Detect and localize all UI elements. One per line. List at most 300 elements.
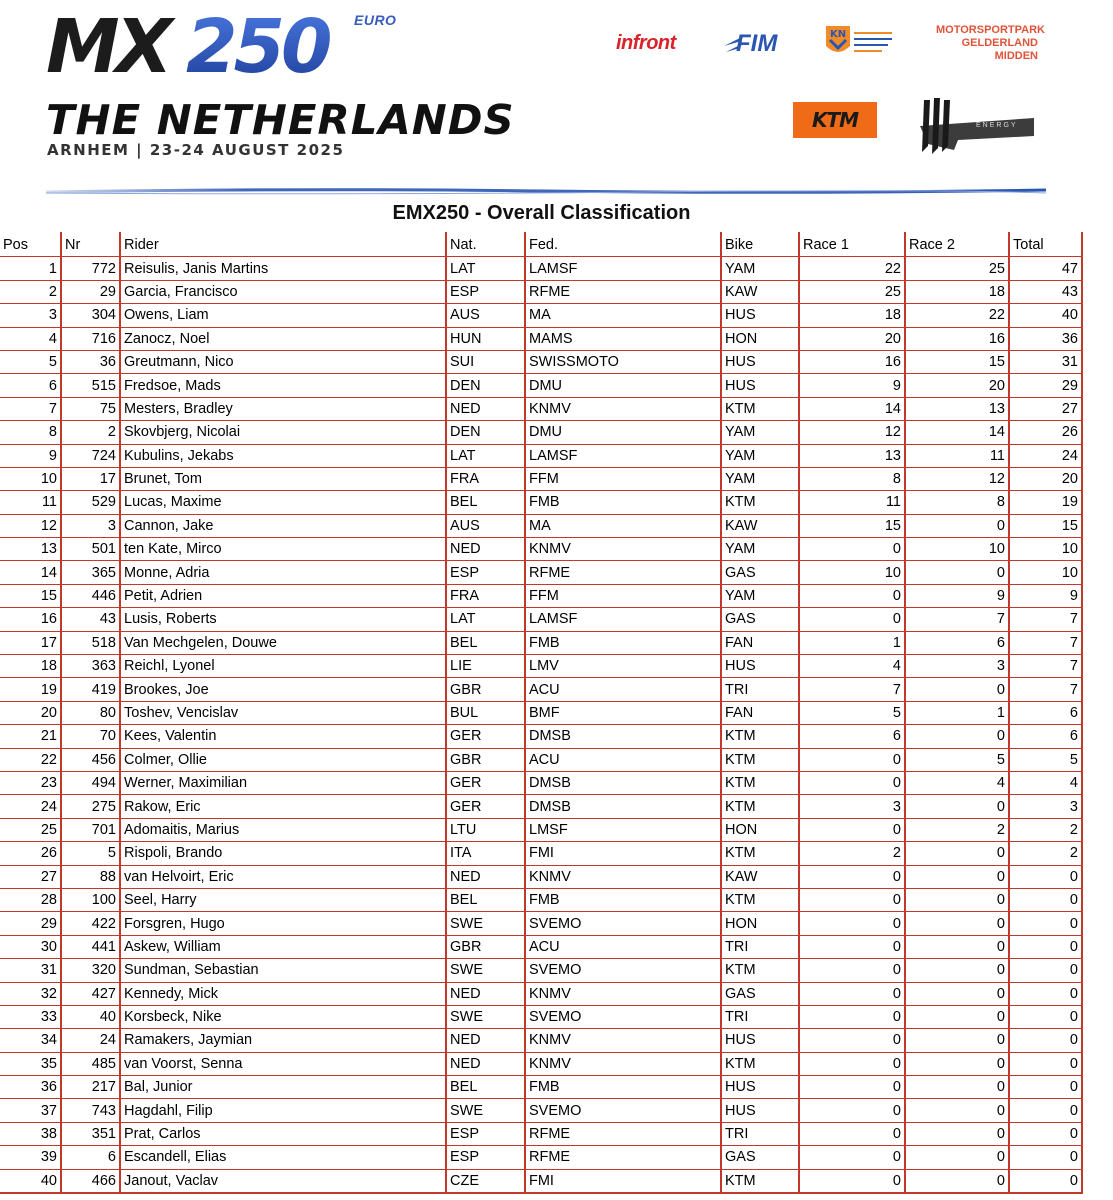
classification-table [0,232,1083,1194]
cell-race2: 25 [905,257,1009,280]
mpg-line-3: MIDDEN [994,50,1038,62]
cell-rider: Werner, Maximilian [120,771,446,794]
cell-nat: NED [446,1052,525,1075]
cell-fed: FMB [525,491,721,514]
cell-nr: 529 [61,491,120,514]
cell-pos: 8 [0,421,61,444]
table-row [0,1099,1082,1122]
fim-text: FIM [736,30,778,57]
cell-nat: FRA [446,584,525,607]
cell-rider: Brunet, Tom [120,467,446,490]
cell-race1: 0 [799,1099,905,1122]
table-row [0,304,1082,327]
cell-fed: FMI [525,842,721,865]
knmv-shield-icon [824,24,896,62]
cell-race2: 0 [905,1052,1009,1075]
cell-race1: 8 [799,467,905,490]
cell-nr: 6 [61,1146,120,1169]
cell-nr: 40 [61,1005,120,1028]
cell-bike: YAM [721,538,799,561]
cell-nr: 100 [61,888,120,911]
cell-fed: SVEMO [525,1005,721,1028]
table-row [0,1146,1082,1169]
cell-race2: 0 [905,1029,1009,1052]
cell-nat: LAT [446,257,525,280]
table-row [0,818,1082,841]
cell-race1: 0 [799,935,905,958]
table-row [0,771,1082,794]
cell-race2: 1 [905,701,1009,724]
knmv-text: KN [830,29,847,40]
cell-nat: SWE [446,912,525,935]
cell-nr: 363 [61,655,120,678]
cell-race2: 0 [905,1076,1009,1099]
cell-total: 5 [1009,748,1082,771]
cell-rider: van Helvoirt, Eric [120,865,446,888]
cell-nr: 427 [61,982,120,1005]
cell-pos: 15 [0,584,61,607]
cell-total: 2 [1009,842,1082,865]
cell-pos: 33 [0,1005,61,1028]
cell-total: 0 [1009,888,1082,911]
cell-total: 15 [1009,514,1082,537]
cell-pos: 39 [0,1146,61,1169]
cell-race2: 2 [905,818,1009,841]
cell-bike: GAS [721,608,799,631]
cell-nat: NED [446,982,525,1005]
cell-rider: Fredsoe, Mads [120,374,446,397]
cell-nr: 29 [61,280,120,303]
mpg-line-2: GELDERLAND [961,37,1038,49]
cell-rider: Lusis, Roberts [120,608,446,631]
cell-total: 36 [1009,327,1082,350]
cell-fed: ACU [525,748,721,771]
table-row [0,982,1082,1005]
cell-rider: Petit, Adrien [120,584,446,607]
cell-nat: DEN [446,421,525,444]
cell-pos: 31 [0,959,61,982]
cell-race1: 0 [799,959,905,982]
cell-race2: 11 [905,444,1009,467]
fim-logo [722,28,782,67]
cell-race2: 10 [905,538,1009,561]
cell-pos: 37 [0,1099,61,1122]
column-header-total: Total [1009,232,1082,257]
cell-bike: HON [721,327,799,350]
cell-bike: KTM [721,1169,799,1193]
cell-nr: 24 [61,1029,120,1052]
cell-rider: Owens, Liam [120,304,446,327]
cell-pos: 11 [0,491,61,514]
cell-rider: Colmer, Ollie [120,748,446,771]
cell-race1: 0 [799,538,905,561]
cell-bike: HUS [721,304,799,327]
cell-pos: 19 [0,678,61,701]
cell-fed: FMB [525,888,721,911]
cell-pos: 24 [0,795,61,818]
table-row [0,514,1082,537]
cell-fed: MA [525,304,721,327]
cell-nr: 501 [61,538,120,561]
cell-race1: 11 [799,491,905,514]
cell-pos: 23 [0,771,61,794]
cell-fed: FFM [525,467,721,490]
cell-nr: 419 [61,678,120,701]
cell-bike: KTM [721,842,799,865]
table-body [0,257,1082,1193]
cell-race1: 0 [799,818,905,841]
cell-nat: ESP [446,280,525,303]
cell-fed: SWISSMOTO [525,350,721,373]
cell-fed: FFM [525,584,721,607]
cell-race2: 0 [905,1099,1009,1122]
cell-nat: BUL [446,701,525,724]
cell-race1: 10 [799,561,905,584]
cell-nat: DEN [446,374,525,397]
table-row [0,1005,1082,1028]
cell-total: 9 [1009,584,1082,607]
table-row [0,888,1082,911]
cell-fed: RFME [525,1122,721,1145]
cell-fed: SVEMO [525,912,721,935]
cell-race1: 0 [799,1005,905,1028]
cell-total: 7 [1009,631,1082,654]
cell-nr: 275 [61,795,120,818]
cell-bike: KTM [721,795,799,818]
cell-race1: 15 [799,514,905,537]
cell-total: 0 [1009,1099,1082,1122]
table-row [0,748,1082,771]
cell-race2: 0 [905,1122,1009,1145]
cell-bike: KTM [721,771,799,794]
cell-fed: ACU [525,935,721,958]
cell-race1: 4 [799,655,905,678]
cell-bike: KTM [721,397,799,420]
cell-race2: 0 [905,561,1009,584]
cell-total: 0 [1009,912,1082,935]
cell-rider: Garcia, Francisco [120,280,446,303]
cell-pos: 38 [0,1122,61,1145]
cell-fed: RFME [525,561,721,584]
cell-race2: 0 [905,959,1009,982]
cell-bike: KTM [721,959,799,982]
cell-race2: 0 [905,912,1009,935]
cell-bike: TRI [721,1005,799,1028]
cell-race2: 14 [905,421,1009,444]
cell-rider: Prat, Carlos [120,1122,446,1145]
table-row [0,374,1082,397]
cell-pos: 5 [0,350,61,373]
cell-pos: 28 [0,888,61,911]
cell-pos: 18 [0,655,61,678]
cell-rider: Askew, William [120,935,446,958]
cell-race1: 0 [799,1029,905,1052]
cell-bike: HON [721,818,799,841]
cell-total: 0 [1009,982,1082,1005]
cell-fed: MA [525,514,721,537]
cell-nat: NED [446,538,525,561]
cell-nr: 70 [61,725,120,748]
cell-race1: 3 [799,795,905,818]
cell-bike: GAS [721,561,799,584]
cell-race2: 22 [905,304,1009,327]
cell-rider: Reisulis, Janis Martins [120,257,446,280]
cell-rider: Adomaitis, Marius [120,818,446,841]
cell-fed: DMSB [525,725,721,748]
cell-fed: FMB [525,1076,721,1099]
cell-race1: 20 [799,327,905,350]
cell-total: 20 [1009,467,1082,490]
cell-nr: 3 [61,514,120,537]
cell-pos: 25 [0,818,61,841]
country-heading: THE NETHERLANDS [46,96,515,144]
cell-total: 10 [1009,538,1082,561]
cell-total: 40 [1009,304,1082,327]
motorsportpark-logo [936,24,1045,63]
cell-race2: 20 [905,374,1009,397]
cell-total: 0 [1009,865,1082,888]
cell-race1: 0 [799,865,905,888]
cell-bike: YAM [721,444,799,467]
cell-bike: HUS [721,350,799,373]
page-header [0,0,1113,200]
cell-pos: 14 [0,561,61,584]
cell-bike: GAS [721,1146,799,1169]
header-divider [46,186,1048,196]
cell-nr: 365 [61,561,120,584]
cell-total: 0 [1009,959,1082,982]
cell-race1: 12 [799,421,905,444]
cell-total: 7 [1009,678,1082,701]
cell-rider: Monne, Adria [120,561,446,584]
cell-nr: 17 [61,467,120,490]
cell-race1: 22 [799,257,905,280]
cell-rider: Van Mechgelen, Douwe [120,631,446,654]
cell-race1: 7 [799,678,905,701]
cell-race2: 9 [905,584,1009,607]
table-header-row [0,232,1082,257]
table-row [0,795,1082,818]
cell-race1: 0 [799,1169,905,1193]
mx250-logo [46,10,358,85]
table-row [0,865,1082,888]
cell-rider: Zanocz, Noel [120,327,446,350]
cell-nat: FRA [446,467,525,490]
cell-total: 7 [1009,608,1082,631]
cell-bike: YAM [721,584,799,607]
cell-nat: AUS [446,304,525,327]
cell-rider: Lucas, Maxime [120,491,446,514]
column-header-fed: Fed. [525,232,721,257]
cell-nr: 446 [61,584,120,607]
cell-nat: SWE [446,1005,525,1028]
cell-race2: 0 [905,725,1009,748]
cell-race1: 0 [799,982,905,1005]
cell-race1: 0 [799,1122,905,1145]
cell-nat: ITA [446,842,525,865]
cell-rider: Kennedy, Mick [120,982,446,1005]
table-row [0,421,1082,444]
cell-pos: 1 [0,257,61,280]
table-row [0,538,1082,561]
cell-fed: KNMV [525,982,721,1005]
cell-total: 3 [1009,795,1082,818]
cell-bike: HUS [721,374,799,397]
cell-nat: ESP [446,1146,525,1169]
cell-fed: DMSB [525,795,721,818]
cell-fed: DMSB [525,771,721,794]
column-header-race2: Race 2 [905,232,1009,257]
cell-nr: 80 [61,701,120,724]
cell-nr: 515 [61,374,120,397]
cell-nat: NED [446,1029,525,1052]
cell-rider: ten Kate, Mirco [120,538,446,561]
table-row [0,959,1082,982]
table-row [0,1052,1082,1075]
table-row [0,280,1082,303]
table-row [0,397,1082,420]
cell-bike: FAN [721,701,799,724]
cell-race1: 0 [799,584,905,607]
cell-nat: BEL [446,491,525,514]
cell-fed: MAMS [525,327,721,350]
column-header-nr: Nr [61,232,120,257]
cell-pos: 26 [0,842,61,865]
table-row [0,1122,1082,1145]
cell-race1: 0 [799,888,905,911]
table-row [0,561,1082,584]
cell-nr: 716 [61,327,120,350]
cell-nat: LIE [446,655,525,678]
table-row [0,842,1082,865]
cell-total: 0 [1009,1076,1082,1099]
cell-fed: KNMV [525,865,721,888]
cell-total: 47 [1009,257,1082,280]
ktm-text: KTM [811,108,859,132]
cell-nat: CZE [446,1169,525,1193]
cell-nat: GBR [446,935,525,958]
table-row [0,912,1082,935]
cell-race1: 16 [799,350,905,373]
cell-pos: 3 [0,304,61,327]
cell-total: 0 [1009,1169,1082,1193]
cell-rider: Seel, Harry [120,888,446,911]
infront-logo: infront [616,32,676,54]
cell-pos: 4 [0,327,61,350]
cell-fed: BMF [525,701,721,724]
cell-race2: 0 [905,1169,1009,1193]
cell-race2: 0 [905,678,1009,701]
cell-nat: BEL [446,1076,525,1099]
cell-race2: 0 [905,888,1009,911]
cell-nr: 75 [61,397,120,420]
cell-pos: 2 [0,280,61,303]
cell-nr: 304 [61,304,120,327]
cell-bike: HUS [721,1099,799,1122]
table-row [0,444,1082,467]
cell-race2: 0 [905,865,1009,888]
cell-total: 10 [1009,561,1082,584]
table-row [0,725,1082,748]
cell-total: 7 [1009,655,1082,678]
cell-total: 2 [1009,818,1082,841]
cell-nr: 701 [61,818,120,841]
cell-nr: 494 [61,771,120,794]
cell-pos: 7 [0,397,61,420]
cell-nat: LTU [446,818,525,841]
cell-rider: Rakow, Eric [120,795,446,818]
cell-race1: 0 [799,1052,905,1075]
ktm-logo [793,102,877,138]
cell-nat: LAT [446,608,525,631]
euro-tag: EURO [354,12,397,28]
cell-bike: KTM [721,888,799,911]
table-row [0,678,1082,701]
cell-rider: Reichl, Lyonel [120,655,446,678]
event-location-date: ARNHEM | 23-24 AUGUST 2025 [47,141,345,159]
cell-fed: KNMV [525,397,721,420]
cell-total: 27 [1009,397,1082,420]
cell-bike: HUS [721,655,799,678]
table-row [0,935,1082,958]
cell-race2: 4 [905,771,1009,794]
cell-rider: Forsgren, Hugo [120,912,446,935]
cell-bike: KAW [721,514,799,537]
cell-nat: NED [446,397,525,420]
cell-fed: RFME [525,280,721,303]
cell-nr: 43 [61,608,120,631]
cell-total: 31 [1009,350,1082,373]
cell-total: 43 [1009,280,1082,303]
cell-rider: Ramakers, Jaymian [120,1029,446,1052]
cell-race1: 9 [799,374,905,397]
cell-race2: 0 [905,795,1009,818]
table-row [0,467,1082,490]
cell-total: 24 [1009,444,1082,467]
energy-text: ENERGY [976,122,1018,129]
cell-bike: YAM [721,257,799,280]
cell-race2: 6 [905,631,1009,654]
cell-race1: 1 [799,631,905,654]
cell-pos: 12 [0,514,61,537]
table-row [0,1029,1082,1052]
cell-race2: 12 [905,467,1009,490]
cell-nat: BEL [446,631,525,654]
cell-bike: KTM [721,491,799,514]
cell-nr: 88 [61,865,120,888]
cell-total: 6 [1009,701,1082,724]
cell-pos: 21 [0,725,61,748]
cell-fed: SVEMO [525,1099,721,1122]
cell-race2: 15 [905,350,1009,373]
cell-total: 0 [1009,1005,1082,1028]
cell-nr: 724 [61,444,120,467]
cell-nr: 485 [61,1052,120,1075]
cell-rider: Rispoli, Brando [120,842,446,865]
page-title: EMX250 - Overall Classification [392,202,691,224]
cell-race2: 0 [905,842,1009,865]
cell-rider: Escandell, Elias [120,1146,446,1169]
cell-race2: 7 [905,608,1009,631]
cell-fed: LAMSF [525,608,721,631]
cell-bike: HUS [721,1076,799,1099]
cell-fed: DMU [525,421,721,444]
cell-nat: GBR [446,748,525,771]
cell-pos: 29 [0,912,61,935]
cell-nat: GER [446,771,525,794]
cell-nr: 36 [61,350,120,373]
cell-fed: ACU [525,678,721,701]
